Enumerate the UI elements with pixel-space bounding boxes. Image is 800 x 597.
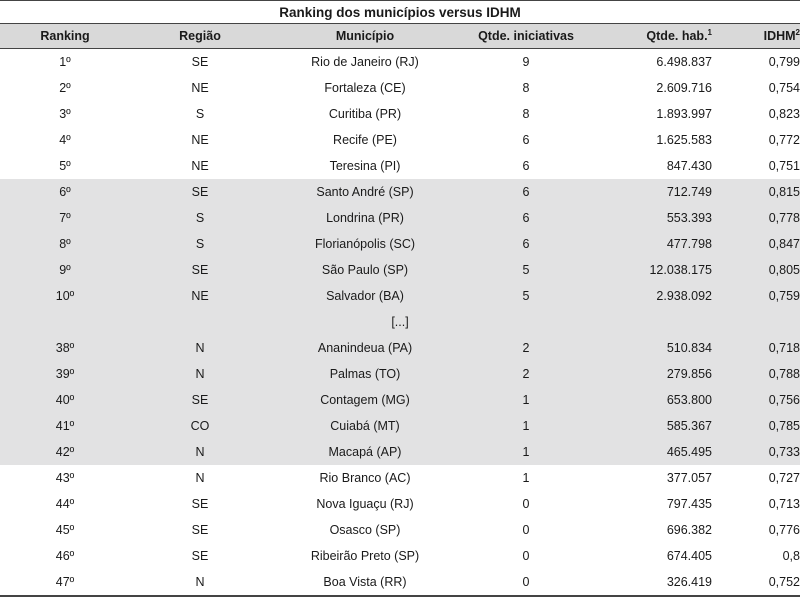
cell-idhm: 0,754 (768, 81, 800, 95)
cell-iniciativas: 0 (522, 575, 530, 589)
cell-ranking: 38º (55, 341, 75, 355)
cell-municipio: Salvador (BA) (326, 289, 404, 303)
cell-municipio: Rio Branco (AC) (319, 471, 411, 485)
cell-municipio: Palmas (TO) (329, 367, 401, 381)
header-iniciativas: Qtde. iniciativas (478, 29, 574, 43)
cell-regiao: NE (191, 159, 209, 173)
cell-regiao: SE (191, 393, 209, 407)
cell-idhm: 0,751 (768, 159, 800, 173)
header-municipio: Município (335, 29, 395, 43)
cell-municipio: Recife (PE) (333, 133, 397, 147)
cell-iniciativas: 1 (522, 471, 530, 485)
cell-ranking: 5º (59, 159, 71, 173)
cell-idhm: 0,772 (768, 133, 800, 147)
header-regiao: Região (179, 29, 221, 43)
cell-regiao: SE (191, 185, 209, 199)
cell-municipio: Rio de Janeiro (RJ) (311, 55, 419, 69)
cell-habitantes: 1.625.583 (656, 133, 712, 147)
cell-iniciativas: 6 (522, 237, 530, 251)
cell-regiao: S (195, 211, 205, 225)
cell-ranking: 44º (55, 497, 75, 511)
table-row (0, 257, 800, 283)
cell-idhm: 0,733 (768, 445, 800, 459)
cell-idhm: 0,823 (768, 107, 800, 121)
cell-municipio: Florianópolis (SC) (314, 237, 416, 251)
cell-habitantes: 2.938.092 (656, 289, 712, 303)
cell-regiao: NE (191, 133, 209, 147)
cell-habitantes: 674.405 (666, 549, 712, 563)
cell-ranking: 40º (55, 393, 75, 407)
cell-regiao: S (195, 107, 205, 121)
cell-iniciativas: 0 (522, 549, 530, 563)
table-row (0, 491, 800, 517)
cell-habitantes: 377.057 (666, 471, 712, 485)
cell-regiao: SE (191, 497, 209, 511)
cell-idhm: 0,778 (768, 211, 800, 225)
cell-ranking: 46º (55, 549, 75, 563)
table-ellipsis: [...] (0, 309, 800, 335)
header-habitantes-note: 1 (707, 27, 712, 37)
cell-idhm: 0,756 (768, 393, 800, 407)
cell-municipio: São Paulo (SP) (321, 263, 409, 277)
header-idhm-note: 2 (795, 27, 800, 37)
cell-ranking: 4º (59, 133, 71, 147)
cell-iniciativas: 1 (522, 445, 530, 459)
cell-regiao: S (195, 237, 205, 251)
cell-habitantes: 696.382 (666, 523, 712, 537)
table-row (0, 543, 800, 569)
cell-municipio: Curitiba (PR) (328, 107, 402, 121)
cell-iniciativas: 2 (522, 341, 530, 355)
cell-idhm: 0,847 (768, 237, 800, 251)
cell-habitantes: 279.856 (666, 367, 712, 381)
table-row (0, 569, 800, 595)
table-row (0, 101, 800, 127)
cell-iniciativas: 9 (522, 55, 530, 69)
table-row (0, 49, 800, 75)
cell-habitantes: 797.435 (666, 497, 712, 511)
table-row (0, 153, 800, 179)
cell-ranking: 7º (59, 211, 71, 225)
table-row (0, 283, 800, 309)
cell-ranking: 47º (55, 575, 75, 589)
cell-regiao: SE (191, 549, 209, 563)
header-ranking: Ranking (40, 29, 90, 43)
cell-regiao: NE (191, 289, 209, 303)
cell-habitantes: 553.393 (666, 211, 712, 225)
cell-idhm: 0,776 (768, 523, 800, 537)
cell-ranking: 3º (59, 107, 71, 121)
cell-ranking: 1º (59, 55, 71, 69)
cell-idhm: 0,752 (768, 575, 800, 589)
cell-ranking: 42º (55, 445, 75, 459)
cell-regiao: NE (191, 81, 209, 95)
cell-iniciativas: 5 (522, 289, 530, 303)
cell-iniciativas: 8 (522, 107, 530, 121)
cell-iniciativas: 6 (522, 211, 530, 225)
table-row (0, 179, 800, 205)
cell-idhm: 0,799 (768, 55, 800, 69)
cell-iniciativas: 0 (522, 497, 530, 511)
cell-habitantes: 6.498.837 (656, 55, 712, 69)
table-row (0, 439, 800, 465)
header-habitantes-label: Qtde. hab. (646, 29, 708, 43)
table-body-bottom (0, 335, 800, 597)
cell-ranking: 9º (59, 263, 71, 277)
cell-regiao: N (195, 367, 205, 381)
cell-municipio: Teresina (PI) (329, 159, 401, 173)
cell-municipio: Osasco (SP) (329, 523, 401, 537)
table-row (0, 75, 800, 101)
cell-habitantes: 12.038.175 (649, 263, 712, 277)
table-row (0, 387, 800, 413)
cell-idhm: 0,759 (768, 289, 800, 303)
cell-iniciativas: 6 (522, 185, 530, 199)
cell-municipio: Ribeirão Preto (SP) (310, 549, 420, 563)
cell-habitantes: 326.419 (666, 575, 712, 589)
table-row (0, 413, 800, 439)
cell-municipio: Cuiabá (MT) (330, 419, 400, 433)
cell-habitantes: 712.749 (666, 185, 712, 199)
cell-ranking: 2º (59, 81, 71, 95)
cell-regiao: N (195, 471, 205, 485)
cell-municipio: Contagem (MG) (320, 393, 410, 407)
cell-ranking: 39º (55, 367, 75, 381)
cell-habitantes: 847.430 (666, 159, 712, 173)
table-row (0, 335, 800, 361)
cell-habitantes: 585.367 (666, 419, 712, 433)
cell-habitantes: 477.798 (666, 237, 712, 251)
cell-iniciativas: 5 (522, 263, 530, 277)
cell-iniciativas: 6 (522, 133, 530, 147)
table-row (0, 231, 800, 257)
table-row (0, 361, 800, 387)
cell-municipio: Nova Iguaçu (RJ) (316, 497, 414, 511)
cell-iniciativas: 1 (522, 419, 530, 433)
cell-idhm: 0,805 (768, 263, 800, 277)
cell-idhm: 0,718 (768, 341, 800, 355)
cell-idhm: 0,815 (768, 185, 800, 199)
cell-idhm: 0,785 (768, 419, 800, 433)
table-row (0, 465, 800, 491)
table-title: Ranking dos municípios versus IDHM (0, 0, 800, 24)
cell-regiao: SE (191, 523, 209, 537)
cell-municipio: Fortaleza (CE) (324, 81, 406, 95)
header-habitantes (592, 29, 712, 43)
header-idhm-label: IDHM (763, 29, 796, 43)
cell-ranking: 41º (55, 419, 75, 433)
cell-habitantes: 465.495 (666, 445, 712, 459)
cell-municipio: Santo André (SP) (316, 185, 414, 199)
table-row (0, 517, 800, 543)
cell-ranking: 45º (55, 523, 75, 537)
cell-habitantes: 653.800 (666, 393, 712, 407)
cell-iniciativas: 0 (522, 523, 530, 537)
cell-idhm: 0,727 (768, 471, 800, 485)
cell-regiao: N (195, 341, 205, 355)
table-header (0, 24, 800, 49)
table-body-top (0, 49, 800, 309)
cell-regiao: N (195, 445, 205, 459)
cell-idhm: 0,788 (768, 367, 800, 381)
table-row (0, 127, 800, 153)
cell-iniciativas: 8 (522, 81, 530, 95)
cell-iniciativas: 6 (522, 159, 530, 173)
cell-regiao: N (195, 575, 205, 589)
cell-iniciativas: 1 (522, 393, 530, 407)
cell-municipio: Ananindeua (PA) (317, 341, 413, 355)
cell-municipio: Macapá (AP) (328, 445, 402, 459)
cell-municipio: Boa Vista (RR) (323, 575, 407, 589)
cell-municipio: Londrina (PR) (326, 211, 404, 225)
cell-idhm: 0,8 (782, 549, 800, 563)
header-idhm (712, 29, 800, 43)
cell-regiao: CO (190, 419, 210, 433)
cell-regiao: SE (191, 263, 209, 277)
cell-habitantes: 1.893.997 (656, 107, 712, 121)
cell-habitantes: 510.834 (666, 341, 712, 355)
cell-regiao: SE (191, 55, 209, 69)
cell-iniciativas: 2 (522, 367, 530, 381)
cell-habitantes: 2.609.716 (656, 81, 712, 95)
cell-ranking: 10º (55, 289, 75, 303)
cell-ranking: 6º (59, 185, 71, 199)
cell-idhm: 0,713 (768, 497, 800, 511)
cell-ranking: 8º (59, 237, 71, 251)
cell-ranking: 43º (55, 471, 75, 485)
table-row (0, 205, 800, 231)
